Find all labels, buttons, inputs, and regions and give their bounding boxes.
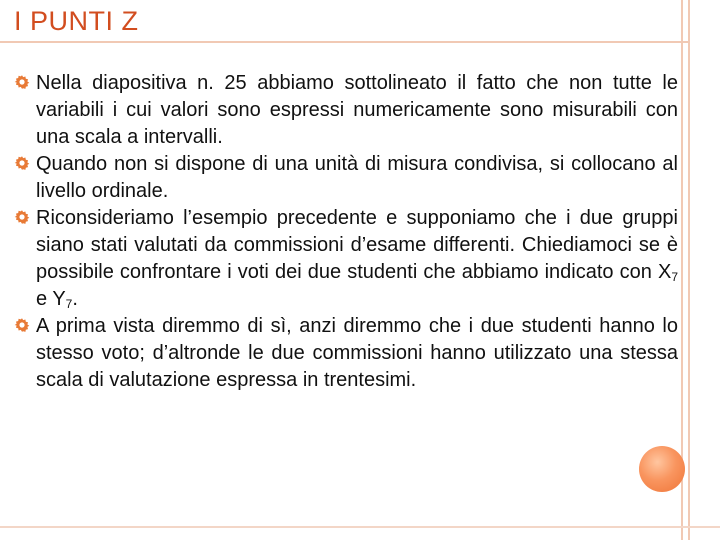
subscript-x: 7	[671, 270, 678, 284]
bullet-text-3-middle: e Y	[36, 288, 66, 310]
bullet-text-4: A prima vista diremmo di sì, anzi diremmo che i due studenti hanno lo stesso voto; d’altronde le due commissioni hanno utilizzato una stessa scala di valutazione espressa in trentesimi.	[36, 315, 678, 391]
title-underline	[0, 41, 690, 43]
right-border-line-outer	[688, 0, 690, 540]
gear-bullet-icon	[14, 209, 30, 225]
subscript-y: 7	[65, 297, 73, 311]
bullet-item-1	[18, 70, 678, 151]
bullet-text-1: Nella diapositiva n. 25 abbiamo sottolineato il fatto che non tutte le variabili i cui valori sono espressi numericamente sono misurabili con una scala a intervalli.	[36, 72, 678, 148]
gear-bullet-icon	[14, 155, 30, 171]
bullet-item-4	[18, 313, 678, 394]
slide-title: I PUNTI Z	[14, 6, 139, 36]
gear-bullet-icon	[14, 317, 30, 333]
bottom-border-line	[0, 526, 720, 528]
decorative-orb	[639, 446, 685, 492]
bullet-item-3	[18, 205, 678, 313]
bullet-text-3-end: .	[72, 288, 78, 310]
bullet-text-2: Quando non si dispone di una unità di misura condivisa, si collocano al livello ordinale.	[36, 153, 678, 202]
gear-bullet-icon	[14, 74, 30, 90]
bullet-list	[18, 70, 678, 394]
bullet-text-3: Riconsideriamo l’esempio precedente e supponiamo che i due gruppi siano stati valutati da commissioni d’esame differenti. Chiediamoci se è possibile confrontare i voti dei due studenti che abbiamo indicato con X	[36, 207, 678, 283]
bullet-item-2	[18, 151, 678, 205]
